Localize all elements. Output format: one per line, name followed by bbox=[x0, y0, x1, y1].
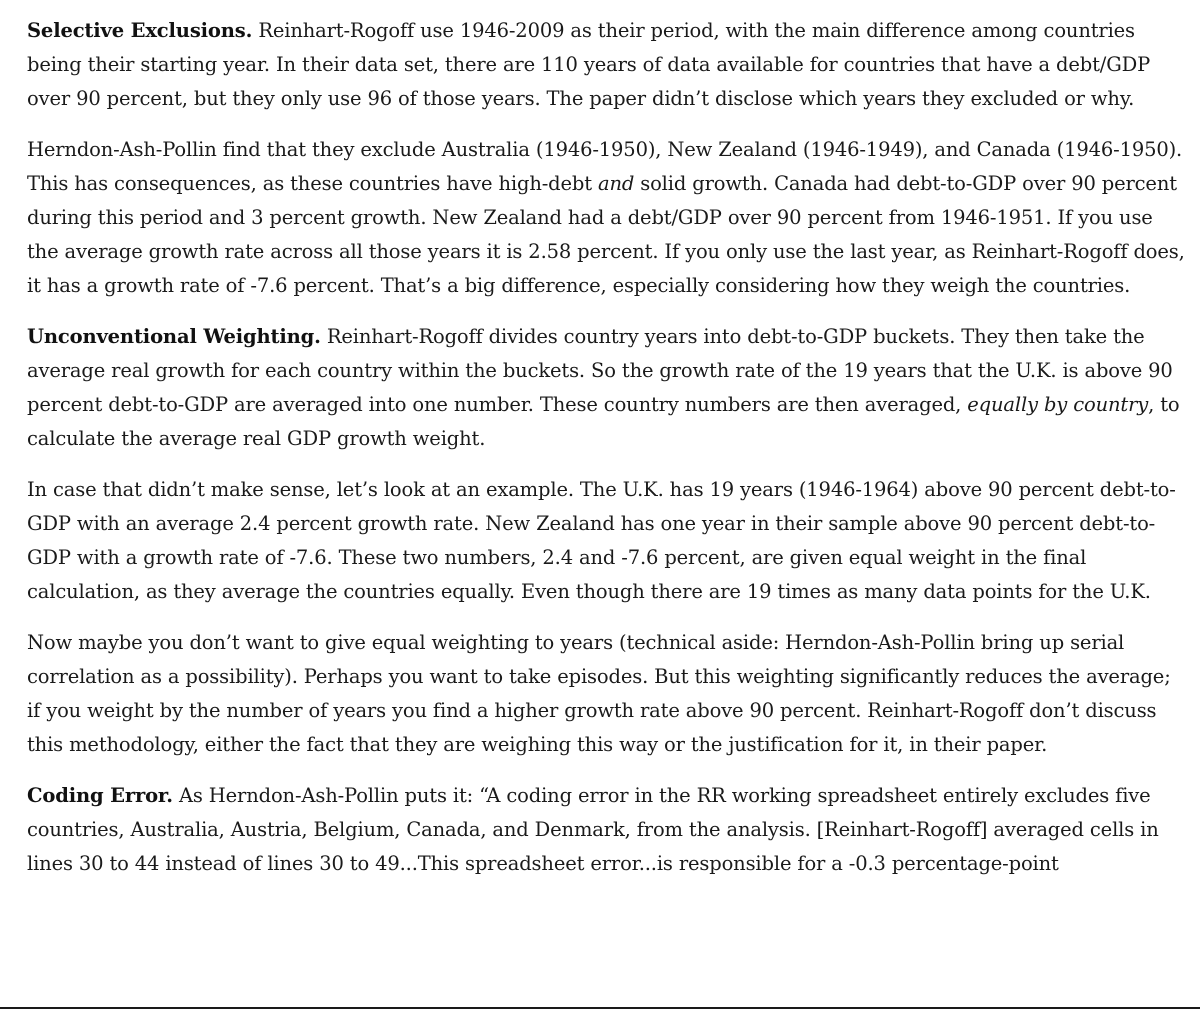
emphasis-text: and bbox=[597, 172, 635, 195]
paragraph-heading: Unconventional Weighting. bbox=[27, 325, 321, 348]
paragraph-heading: Selective Exclusions. bbox=[27, 19, 253, 42]
paragraph-exclusions-detail bbox=[27, 133, 1187, 303]
paragraph-unconventional-weighting bbox=[27, 320, 1187, 456]
paragraph-selective-exclusions bbox=[27, 14, 1187, 116]
paragraph-weighting-discussion bbox=[27, 626, 1187, 762]
article-body bbox=[27, 14, 1187, 898]
paragraph-text: , to calculate the average real GDP growth weight. bbox=[27, 393, 1180, 450]
paragraph-text: Herndon-Ash-Pollin find that they exclude Australia (1946-1950), New Zealand (1946-1949), and Canada (1946-1950). This has consequences, as these countries have high-debt bbox=[27, 138, 1183, 195]
paragraph-text: As Herndon-Ash-Pollin puts it: “A coding error in the RR working spreadsheet entirely excludes five countries, Australia, Austria, Belgium, Canada, and Denmark, from the analysis. [Reinhart-Rogoff] averaged cells in lines 30 to 44 instead of lines 30 to 49...This spreadsheet error...is responsible for a -0.3 percentage-point bbox=[27, 784, 1159, 875]
paragraph-weighting-example bbox=[27, 473, 1187, 609]
paragraph-coding-error bbox=[27, 779, 1187, 881]
paragraph-text: Reinhart-Rogoff divides country years into debt-to-GDP buckets. They then take the average real growth for each country within the buckets. So the growth rate of the 19 years that the U.K. is above 90 percent debt-to-GDP are averaged into one number. These country numbers are then averaged, bbox=[27, 325, 1173, 416]
paragraph-heading: Coding Error. bbox=[27, 784, 173, 807]
paragraph-text: Now maybe you don’t want to give equal weighting to years (technical aside: Herndon-Ash-Pollin bring up serial correlation as a possibility). Perhaps you want to take episodes. But this weighting significantly reduces the average; if you weight by the number of years you find a higher growth rate above 90 percent. Reinhart-Rogoff don’t discuss this methodology, either the fact that they are weighing this way or the justification for it, in their paper. bbox=[27, 631, 1171, 756]
paragraph-text: In case that didn’t make sense, let’s look at an example. The U.K. has 19 years (1946-1964) above 90 percent debt-to-GDP with an average 2.4 percent growth rate. New Zealand has one year in their sample above 90 percent debt-to-GDP with a growth rate of -7.6. These two numbers, 2.4 and -7.6 percent, are given equal weight in the final calculation, as they average the countries equally. Even though there are 19 times as many data points for the U.K. bbox=[27, 478, 1176, 603]
emphasis-text: equally by country bbox=[967, 393, 1149, 416]
paragraph-text: Reinhart-Rogoff use 1946-2009 as their period, with the main difference among countries being their starting year. In their data set, there are 110 years of data available for countries that have a debt/GDP over 90 percent, but they only use 96 of those years. The paper didn’t disclose which years they excluded or why. bbox=[27, 19, 1151, 110]
paragraph-text: solid growth. Canada had debt-to-GDP over 90 percent during this period and 3 percent growth. New Zealand had a debt/GDP over 90 percent from 1946-1951. If you use the average growth rate across all those years it is 2.58 percent. If you only use the last year, as Reinhart-Rogoff does, it has a growth rate of -7.6 percent. That’s a big difference, especially considering how they weigh the countries. bbox=[27, 172, 1185, 297]
